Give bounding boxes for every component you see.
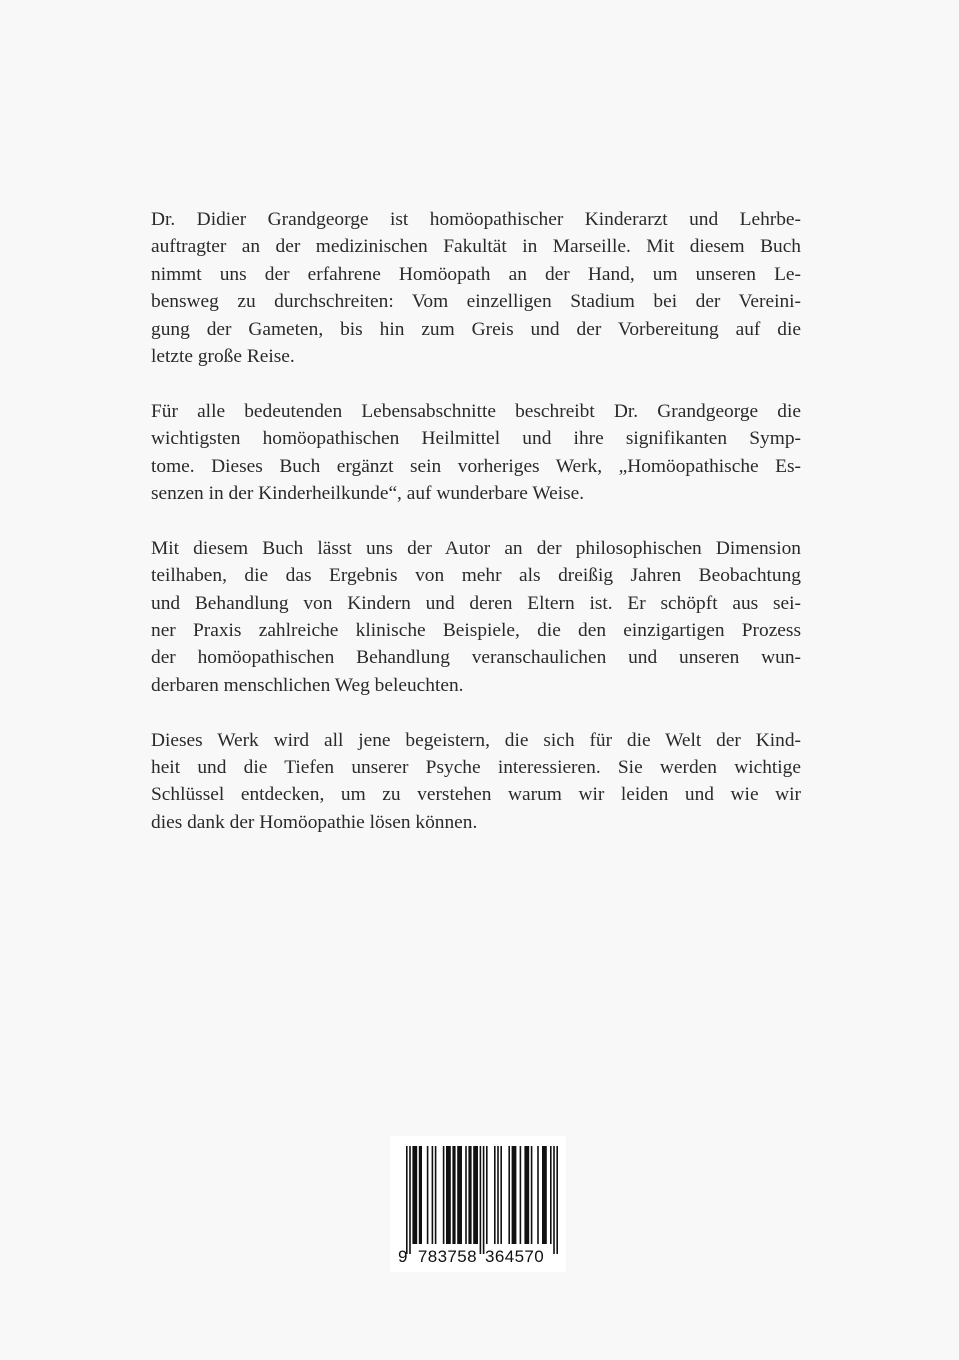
- barcode-bar: [435, 1146, 437, 1244]
- barcode-bar: [432, 1146, 434, 1244]
- barcode-guard-bar: [409, 1146, 411, 1254]
- barcode-bar: [524, 1146, 529, 1244]
- text-line: derbaren menschlichen Weg beleuchten.: [151, 674, 464, 696]
- isbn-number: [398, 1247, 560, 1267]
- isbn-first-digit: 9: [398, 1247, 408, 1266]
- barcode-guard-bar: [406, 1146, 408, 1254]
- text-line: Für alle bedeutenden Lebensabschnitte beschreibt Dr. Grandgeorge die: [151, 400, 801, 422]
- barcode-bar: [537, 1146, 539, 1244]
- barcode-bar: [542, 1146, 547, 1244]
- barcode-bar: [512, 1146, 517, 1244]
- text-line: dies dank der Homöopathie lösen können.: [151, 811, 478, 833]
- isbn-right-group: 364570: [485, 1247, 545, 1266]
- text-line: tome. Dieses Buch ergänzt sein vorheriges Werk, „Homöopathische Es-: [151, 455, 801, 477]
- barcode-guard-bar: [553, 1146, 555, 1254]
- barcode-guard-bar: [556, 1146, 558, 1254]
- text-line: wichtigsten homöopathischen Heilmittel und ihre signifikanten Symp-: [151, 428, 801, 450]
- paragraph-4: [151, 727, 801, 837]
- text-line: bensweg zu durchschreiten: Vom einzelligen Stadium bei der Vereini-: [151, 291, 801, 313]
- barcode-bar: [486, 1146, 488, 1244]
- barcode-bar: [473, 1146, 478, 1244]
- text-line: ner Praxis zahlreiche klinische Beispiele, die den einzigartigen Prozess: [151, 620, 801, 642]
- text-line: heit und die Tiefen unserer Psyche interessieren. Sie werden wichtige: [151, 757, 801, 779]
- text-line: senzen in der Kinderheilkunde“, auf wunderbare Weise.: [151, 483, 585, 505]
- text-line: nimmt uns der erfahrene Homöopath an der Hand, um unseren Le-: [151, 263, 801, 285]
- text-line: und Behandlung von Kindern und deren Eltern ist. Er schöpft aus sei-: [151, 592, 801, 614]
- barcode-bar: [465, 1146, 467, 1244]
- isbn-left-group: 783758: [417, 1247, 477, 1266]
- barcode-bar: [443, 1146, 445, 1244]
- barcode-bar: [419, 1146, 422, 1244]
- book-description: [151, 206, 801, 864]
- text-line: gung der Gameten, bis hin zum Greis und der Vorbereitung auf die: [151, 318, 801, 340]
- barcode-bar: [427, 1146, 429, 1244]
- barcode-bar: [531, 1146, 533, 1244]
- barcode-bar: [446, 1146, 451, 1244]
- barcode-bar: [468, 1146, 471, 1244]
- text-line: teilhaben, die das Ergebnis von mehr als dreißig Jahren Beobachtung: [151, 565, 801, 587]
- barcode-bar: [550, 1146, 552, 1244]
- paragraph-3: [151, 535, 801, 699]
- barcode-bar: [452, 1146, 455, 1244]
- barcode-guard-bar: [483, 1146, 485, 1254]
- text-line: Mit diesem Buch lässt uns der Autor an der philosophischen Dimension: [151, 537, 801, 559]
- text-line: Schlüssel entdecken, um zu verstehen warum wir leiden und wie wir: [151, 784, 801, 806]
- barcode-bar: [508, 1146, 510, 1244]
- text-line: auftragter an der medizinischen Fakultät in Marseille. Mit diesem Buch: [151, 236, 801, 258]
- isbn-barcode: [390, 1136, 566, 1272]
- text-line: letzte große Reise.: [151, 346, 295, 368]
- barcode-bar: [494, 1146, 496, 1244]
- barcode-bar: [497, 1146, 499, 1244]
- barcode-bar: [520, 1146, 522, 1244]
- barcode-bar: [500, 1146, 502, 1244]
- barcode-guard-bar: [480, 1146, 482, 1254]
- text-line: der homöopathischen Behandlung veranschaulichen und unseren wun-: [151, 647, 801, 669]
- barcode-bar: [457, 1146, 462, 1244]
- paragraph-2: [151, 398, 801, 508]
- text-line: Dr. Didier Grandgeorge ist homöopathischer Kinderarzt und Lehrbe-: [151, 209, 801, 230]
- text-line: Dieses Werk wird all jene begeistern, die sich für die Welt der Kind-: [151, 729, 801, 751]
- barcode-bar: [412, 1146, 417, 1244]
- paragraph-1: [151, 206, 801, 370]
